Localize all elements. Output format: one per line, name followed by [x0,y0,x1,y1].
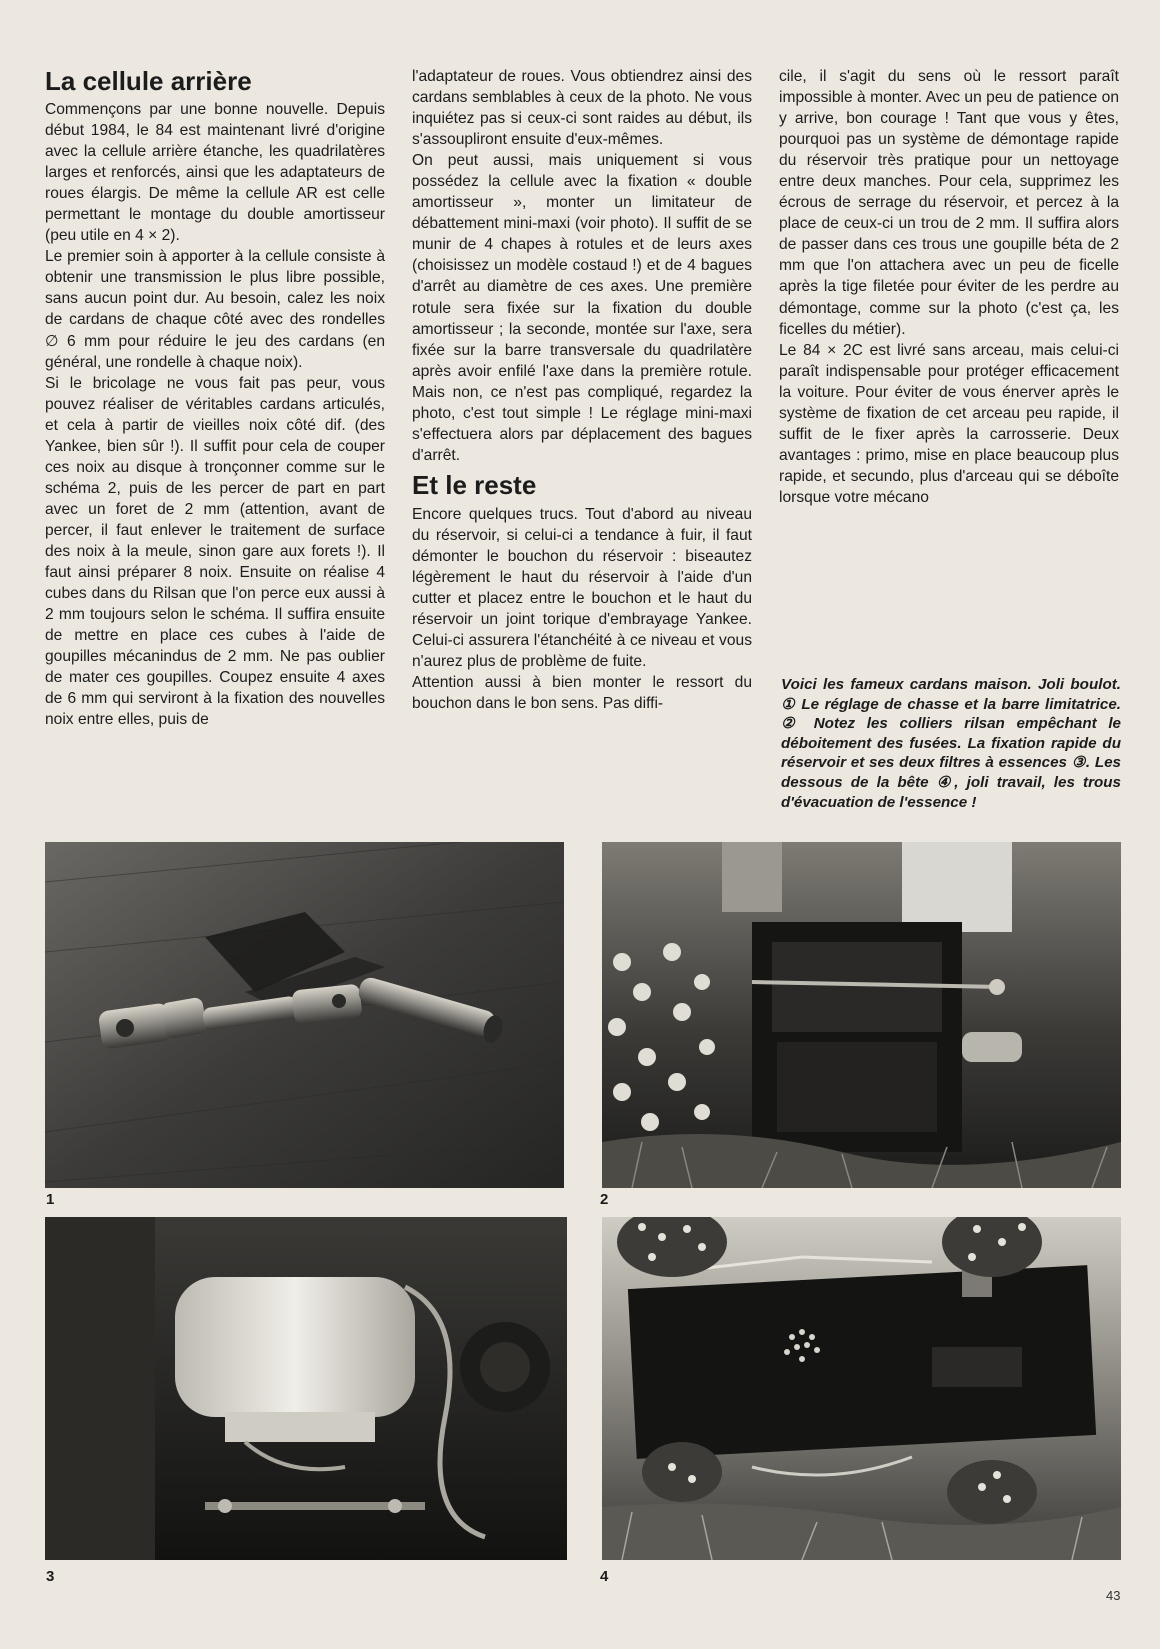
photo-fuel-tank [45,1217,567,1560]
section-heading-the-rest: Et le reste [412,469,537,500]
paragraph: Attention aussi à bien monter le ressort du bouchon dans le bon sens. Pas diffi- [412,674,752,713]
column-2 [412,66,752,714]
photo-number-4: 4 [600,1568,609,1585]
paragraph: l'adaptateur de roues. Vous obtiendrez ainsi des cardans semblables à ceux de la photo. Ne vous inquiétez pas si ceux-ci sont raides au début, ils s'assoupliront ensuite d'eux-mêmes. [412,68,752,149]
paragraph: Si le bricolage ne vous fait pas peur, vous pouvez réaliser de véritables cardans articulés, et cela à partir de vieilles noix côté dif. (des Yankee, bien sûr !). Il suffit pour cela de couper ces noix au disque à tronçonner comme sur le schéma 2, puis de les percer de part en part avec un foret de 2 mm (attention, avant de percer, il faut enlever le traitement de surface des noix à la meule, sinon gare aux forets !). Il faut ainsi préparer 8 noix. Ensuite on réalise 4 cubes dans du Rilsan que l'on perce eux aussi à 2 mm toujours selon le schéma. Il suffira ensuite de mettre en place ces cubes à l'aide de goupilles mécanindus de 2 mm. Ne pas oublier de mater ces goupilles. Coupez ensuite 4 axes de 6 mm qui serviront à la fixation des nouvelles noix entre elles, puis de [45,374,385,729]
photo-number-2: 2 [600,1191,609,1208]
column-3 [779,66,1119,508]
paragraph: Le premier soin à apporter à la cellule consiste à obtenir une transmission le plus libre possible, sans aucun point dur. Au besoin, calez les noix de cardans de chaque côté avec des rondelles ∅ 6 mm pour réduire le jeu des cardans (en général, une rondelle à chaque noix). [45,248,385,371]
paragraph: Commençons par une bonne nouvelle. Depuis début 1984, le 84 est maintenant livré d'origine avec la cellule arrière étanche, les quadrilatères larges et renforcés, ainsi que les adaptateurs de roues élargis. De même la cellule AR est celle permettant le montage du double amortisseur (peu utile en 4 × 2). [45,101,385,245]
photo-caption: Voici les fameux cardans maison. Joli boulot. ① Le réglage de chasse et la barre limitatrice. ② Notez les colliers rilsan empêchant le déboitement des fusées. La fixation rapide du réservoir et ses deux filtres à essences ③. Les dessous de la bête ④, joli travail, les trous d'évacuation de l'essence ! [781,676,1121,811]
photo-cardan-joints [45,842,564,1188]
column-1 [45,66,385,730]
paragraph: Encore quelques trucs. Tout d'abord au niveau du réservoir, si celui-ci a tendance à fuir, il faut démonter le bouchon du réservoir : biseautez légèrement le haut du réservoir à l'aide d'un cutter et placez entre le bouchon et le haut du réservoir un joint torique d'embrayage Yankee. Celui-ci assurera l'étanchéité à ce niveau et vous n'aurez plus de problème de fuite. [412,505,752,671]
page-number: 43 [1106,1588,1121,1603]
photo-number-1: 1 [46,1191,55,1208]
section-heading-rear-cell: La cellule arrière [45,66,252,96]
photo-rear-cell [602,842,1121,1188]
paragraph: Le 84 × 2C est livré sans arceau, mais celui-ci paraît indispensable pour protéger efficacement la voiture. Pour éviter de vous énerver après le système de fixation de cet arceau peu rapide, il suffit de le fixer après la carrosserie. Deux avantages : primo, mise en place beaucoup plus rapide, et secundo, plus d'arceau qui se déboîte lorsque votre mécano [779,341,1119,506]
paragraph: cile, il s'agit du sens où le ressort paraît impossible à monter. Avec un peu de patience on y arrive, bon courage ! Tant que vous y êtes, pourquoi pas un système de démontage rapide du réservoir très pratique pour un nettoyage entre deux manches. Pour cela, supprimez les écrous de serrage du réservoir, et percez à la place de ceux-ci un trou de 2 mm. Il suffira alors de passer dans ces trous une goupille béta de 2 mm que l'on attachera avec un peu de ficelle après la tige filetée pour éviter de les perdre au démontage, comme sur la photo (c'est ça, les ficelles du métier). [779,68,1119,338]
paragraph: On peut aussi, mais uniquement si vous possédez la cellule avec la fixation « double amortisseur », monter un limitateur de débattement mini-maxi (voir photo). Il suffit de se munir de 4 chapes à rotules et de leurs axes (choisissez un modèle costaud !) et de 4 bagues d'arrêt au diamètre de ces axes. Une première rotule sera fixée sur la fixation du double amortisseur ; la seconde, montée sur l'axe, sera fixée sur la barre transversale du quadrilatère après avoir enfilé l'axe dans la première rotule. Mais non, ce n'est pas compliqué, regardez la photo, c'est tout simple ! Le réglage mini-maxi s'effectuera alors par déplacement des bagues d'arrêt. [412,152,752,464]
photo-number-3: 3 [46,1568,55,1585]
photo-car-underside [602,1217,1121,1560]
